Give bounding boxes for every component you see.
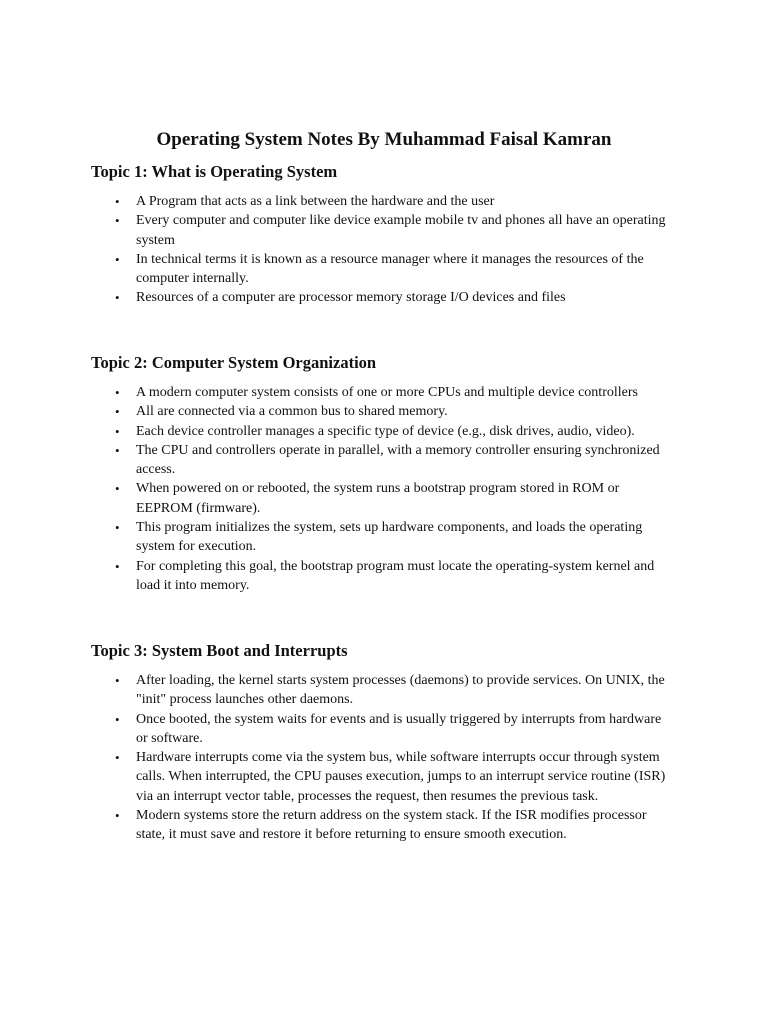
section-topic-3 [91, 640, 691, 845]
list-item [91, 192, 676, 211]
list-item-text: Hardware interrupts come via the system bus, while software interrupts occur through system calls. When interrupted, the CPU pauses execution, jumps to an interrupt service routine (ISR) via an interrupt vector table, processes the request, then resumes the previous task. [136, 750, 666, 804]
list-item [91, 211, 676, 250]
bullet-icon: • [115, 711, 120, 727]
list-item-text: The CPU and controllers operate in parallel, with a memory controller ensuring synchronized access. [136, 442, 660, 478]
bullet-icon: • [115, 808, 120, 824]
list-item-text: A modern computer system consists of one or more CPUs and multiple device controllers [136, 385, 638, 400]
bullet-icon: • [115, 194, 120, 209]
bullet-icon: • [115, 558, 120, 574]
section-topic-1 [91, 161, 691, 308]
section-heading: Topic 1: What is Operating System [91, 162, 338, 181]
list-item-text: Modern systems store the return address on the system stack. If the ISR modifies processor state, it must save and restore it before returning to ensure smooth execution. [136, 808, 647, 843]
bullet-list [91, 383, 691, 595]
bullet-list [91, 192, 691, 308]
list-item-text: Resources of a computer are processor memory storage I/O devices and files [136, 290, 566, 306]
section-topic-2 [91, 352, 691, 595]
section-heading: Topic 2: Computer System Organization [91, 353, 377, 372]
bullet-list [91, 671, 691, 845]
bullet-icon: • [115, 423, 120, 439]
list-item [91, 479, 676, 518]
bullet-icon: • [115, 404, 120, 420]
list-item-text: A Program that acts as a link between the hardware and the user [136, 194, 495, 209]
list-item-text: All are connected via a common bus to shared memory. [136, 404, 448, 420]
bullet-icon: • [115, 520, 120, 536]
document-title: Operating System Notes By Muhammad Faisal Kamran [156, 129, 612, 150]
list-item [91, 422, 676, 441]
list-item-text: After loading, the kernel starts system processes (daemons) to provide services. On UNIX, the "init" process launches other daemons. [136, 673, 665, 708]
section-heading: Topic 3: System Boot and Interrupts [91, 641, 348, 660]
list-item [91, 288, 676, 307]
list-item-text: This program initializes the system, sets up hardware components, and loads the operating system for execution. [136, 520, 643, 555]
bullet-icon: • [115, 385, 120, 400]
list-item-text: Each device controller manages a specific type of device (e.g., disk drives, audio, video). [136, 423, 635, 439]
bullet-icon: • [115, 251, 120, 267]
list-item [91, 806, 676, 845]
list-item-text: For completing this goal, the bootstrap program must locate the operating-system kernel and load it into memory. [136, 558, 655, 593]
list-item [91, 441, 676, 480]
bullet-icon: • [115, 673, 120, 688]
list-item [91, 710, 676, 749]
list-item [91, 250, 676, 289]
list-item-text: When powered on or rebooted, the system runs a bootstrap program stored in ROM or EEPROM (firmware). [136, 481, 620, 516]
bullet-icon: • [115, 481, 120, 497]
list-item [91, 518, 676, 557]
bullet-icon: • [115, 750, 120, 766]
list-item-text: In technical terms it is known as a resource manager where it manages the resources of the computer internally. [136, 251, 644, 287]
list-item-text: Every computer and computer like device example mobile tv and phones all have an operating system [136, 213, 666, 248]
list-item [91, 748, 676, 806]
list-item [91, 383, 676, 402]
list-item [91, 671, 676, 710]
list-item [91, 402, 676, 421]
list-item [91, 557, 676, 596]
bullet-icon: • [115, 290, 120, 306]
list-item-text: Once booted, the system waits for events and is usually triggered by interrupts from hardware or software. [136, 711, 662, 746]
bullet-icon: • [115, 442, 120, 458]
bullet-icon: • [115, 213, 120, 229]
